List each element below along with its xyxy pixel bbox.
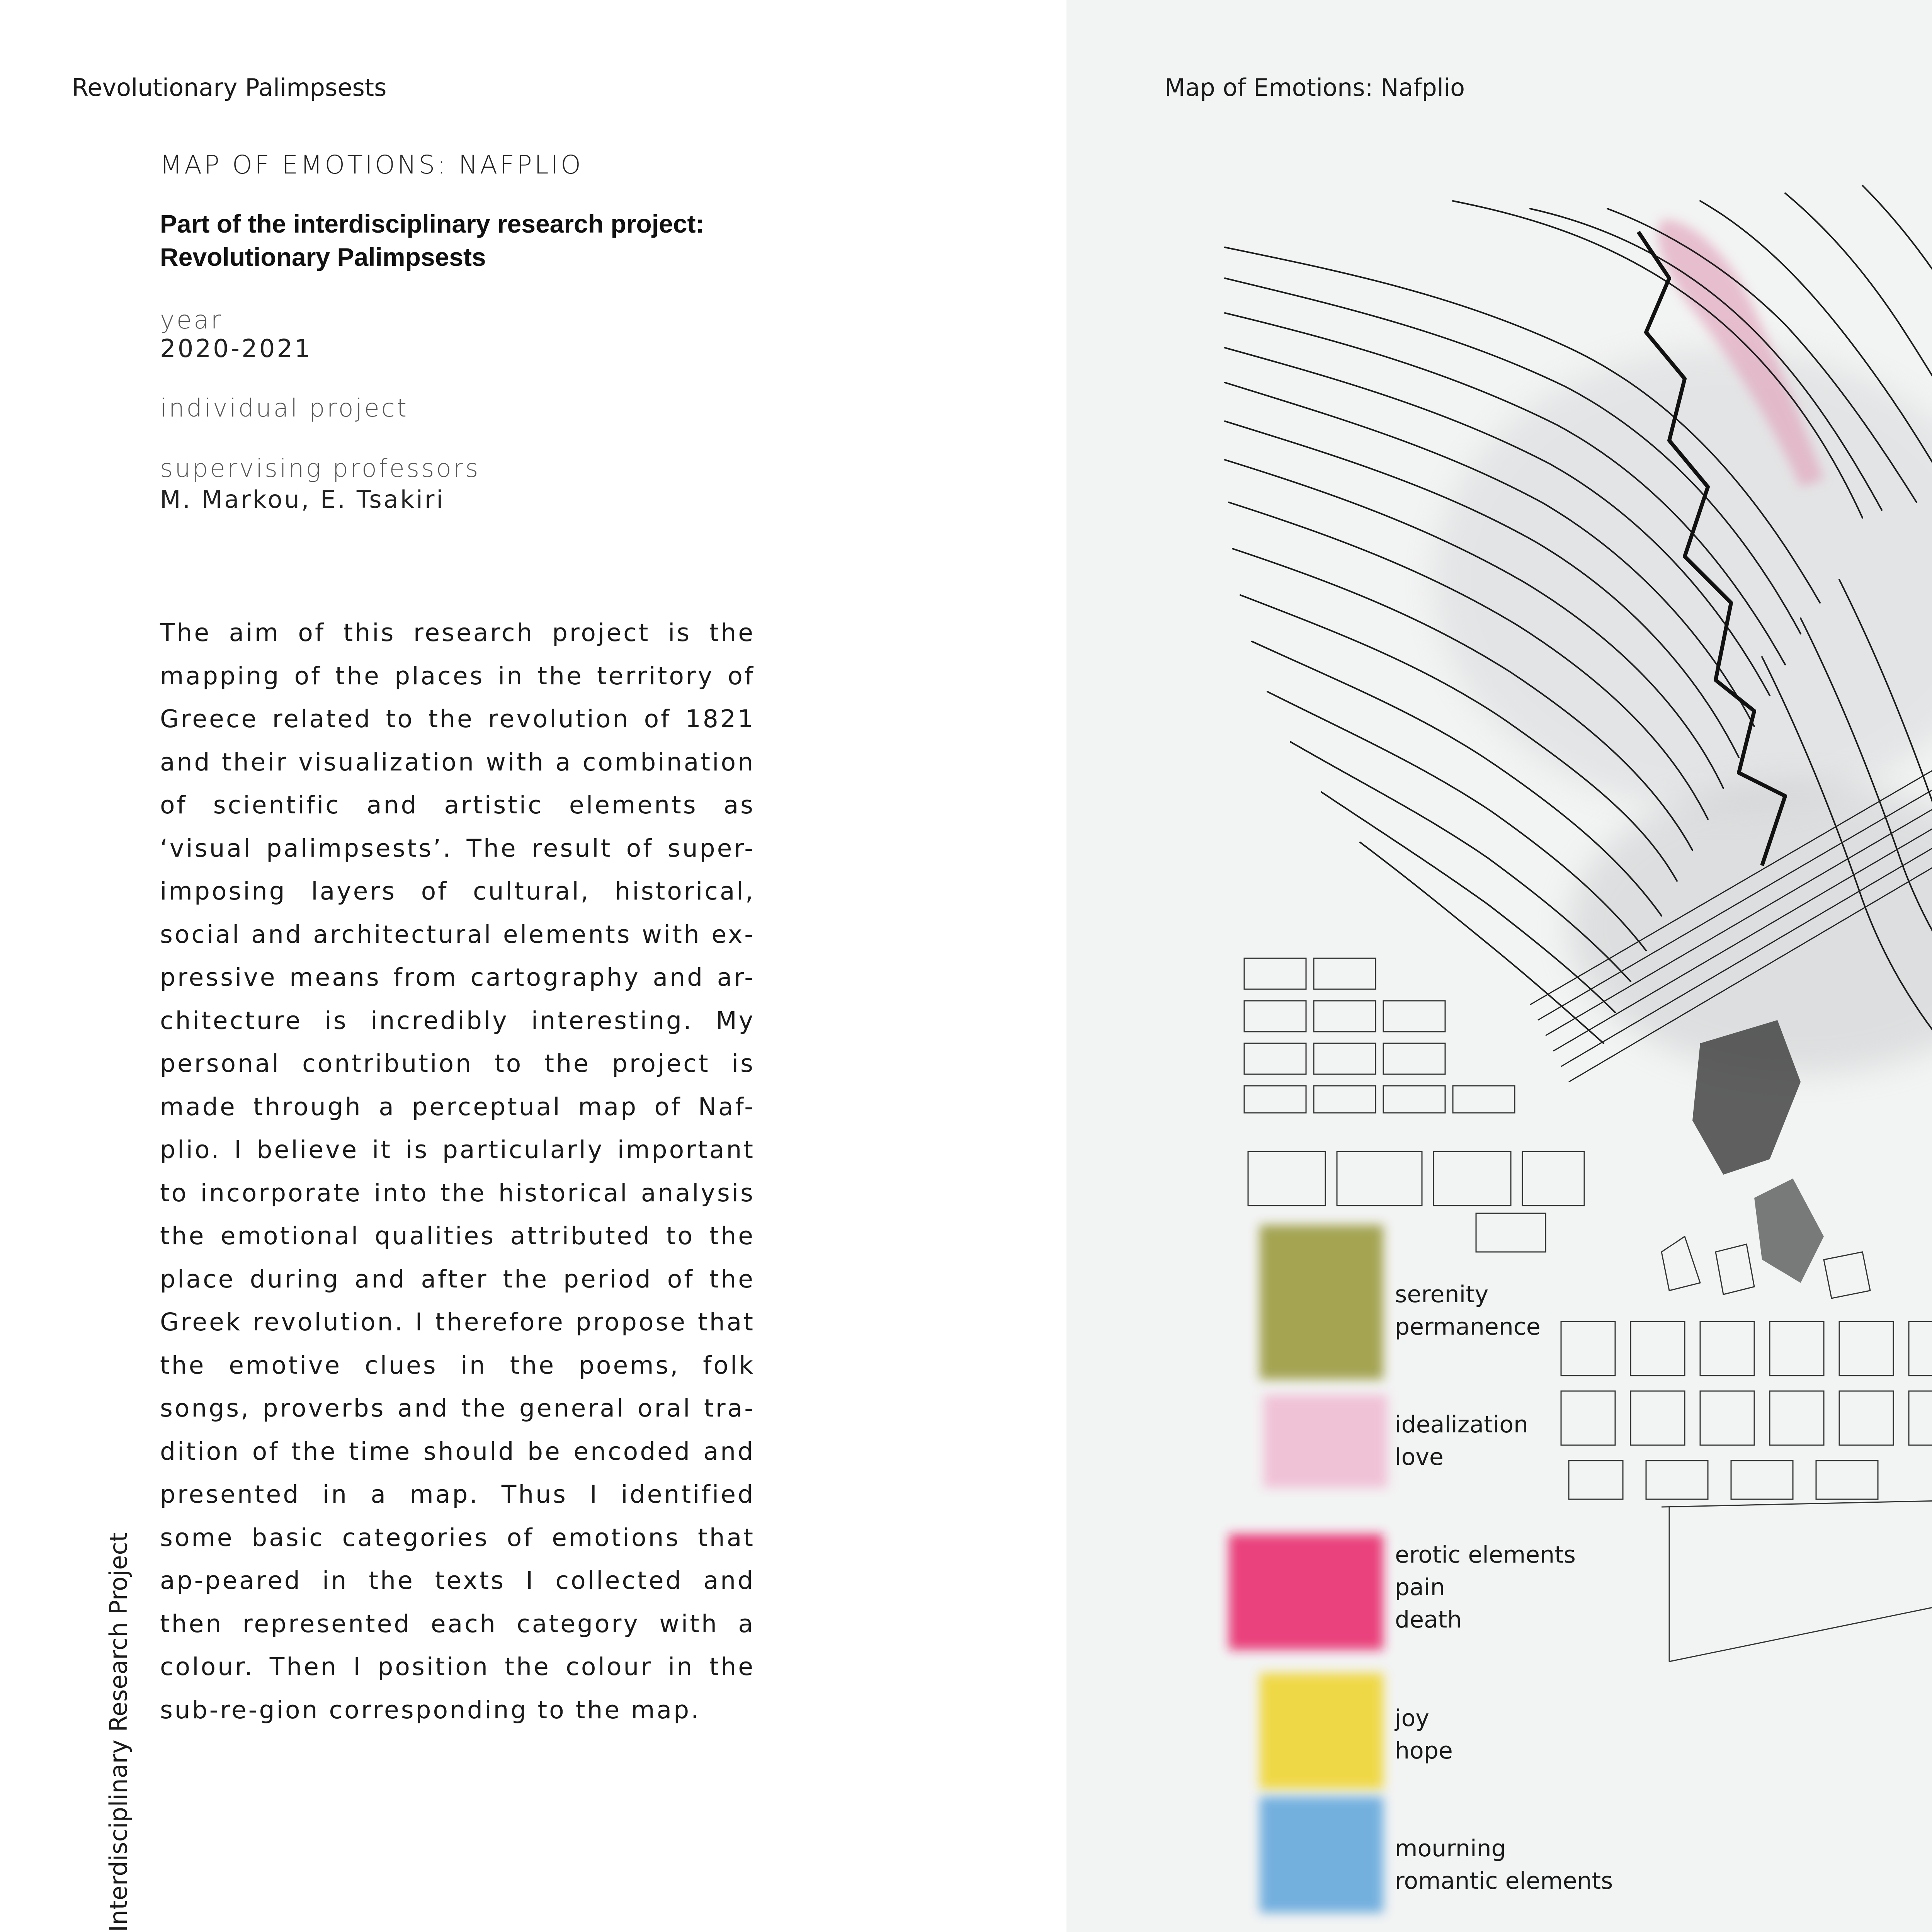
legend-label: romantic elements bbox=[1395, 1867, 1613, 1895]
legend-item-joy bbox=[1395, 1702, 1453, 1767]
legend-swatch-serenity bbox=[1260, 1225, 1383, 1379]
body-text: The aim of this research project is the mapping of the places in the territory of Greece related to the revolution of 1821 and their visualization with a combination of scientific and artistic elements as ‘visual palimpsests’. The result of super-imposing layers of cultural, historical, social and architectural elements with ex-pressive means from cartography and ar-chitecture is incredibly interesting. My personal contribution to the project is made through a perceptual map of Naf-plio. I believe it is particularly important to incorporate into the historical analysis the emotional qualities attributed to the place during and after the period of the Greek revolution. I therefore propose that the emotive clues in the poems, folk songs, proverbs and the general oral tra-dition of the time should be encoded and presented in a map. Thus I identified some basic categories of emotions that ap-peared in the texts I collected and then represented each category with a colour. Then I position the colour in the sub-re-gion corresponding to the map. bbox=[160, 619, 755, 1724]
year-value: 2020-2021 bbox=[160, 335, 312, 363]
professors-value: M. Markou, E. Tsakiri bbox=[160, 485, 445, 514]
dark-rock-mass bbox=[1692, 1020, 1801, 1175]
emotion-map-drawing bbox=[1066, 0, 1932, 1932]
legend-item-serenity bbox=[1395, 1278, 1541, 1343]
legend-item-mourning bbox=[1395, 1832, 1613, 1897]
running-head-left: Revolutionary Palimpsests bbox=[72, 73, 387, 102]
legend-label: idealization bbox=[1395, 1411, 1528, 1438]
legend-label: serenity bbox=[1395, 1281, 1489, 1308]
project-subtitle bbox=[160, 207, 755, 274]
project-title: MAP OF EMOTIONS: NAFPLIO bbox=[160, 150, 583, 180]
shading-smudge bbox=[1434, 348, 1932, 811]
legend-label: mourning bbox=[1395, 1835, 1506, 1862]
project-type: individual project bbox=[160, 394, 409, 423]
legend-swatch-erotic bbox=[1229, 1534, 1383, 1650]
legend-label: permanence bbox=[1395, 1313, 1541, 1340]
legend-label: pain bbox=[1395, 1574, 1445, 1601]
dark-rock-mass bbox=[1754, 1179, 1824, 1283]
subtitle-line-1: Part of the interdisciplinary research project: bbox=[160, 209, 704, 238]
legend-label: joy bbox=[1395, 1705, 1429, 1732]
legend-label: death bbox=[1395, 1606, 1462, 1633]
subtitle-line-2: Revolutionary Palimpsests bbox=[160, 243, 486, 271]
legend-swatch-joy bbox=[1260, 1673, 1383, 1789]
legend-swatch-mourning bbox=[1260, 1797, 1383, 1913]
legend-item-idealization bbox=[1395, 1408, 1528, 1473]
vertical-section-label: Interdisciplinary Research Project bbox=[104, 1532, 133, 1932]
running-head-right: Map of Emotions: Nafplio bbox=[1165, 73, 1465, 102]
legend-item-erotic bbox=[1395, 1539, 1576, 1636]
legend-label: erotic elements bbox=[1395, 1541, 1576, 1568]
right-page bbox=[1066, 0, 1932, 1932]
year-label: year bbox=[160, 306, 223, 335]
professors-label: supervising professors bbox=[160, 454, 480, 483]
legend-swatches bbox=[1229, 1225, 1387, 1913]
legend-swatch-idealization bbox=[1264, 1395, 1387, 1488]
legend-label: hope bbox=[1395, 1737, 1453, 1764]
legend-label: love bbox=[1395, 1444, 1444, 1471]
